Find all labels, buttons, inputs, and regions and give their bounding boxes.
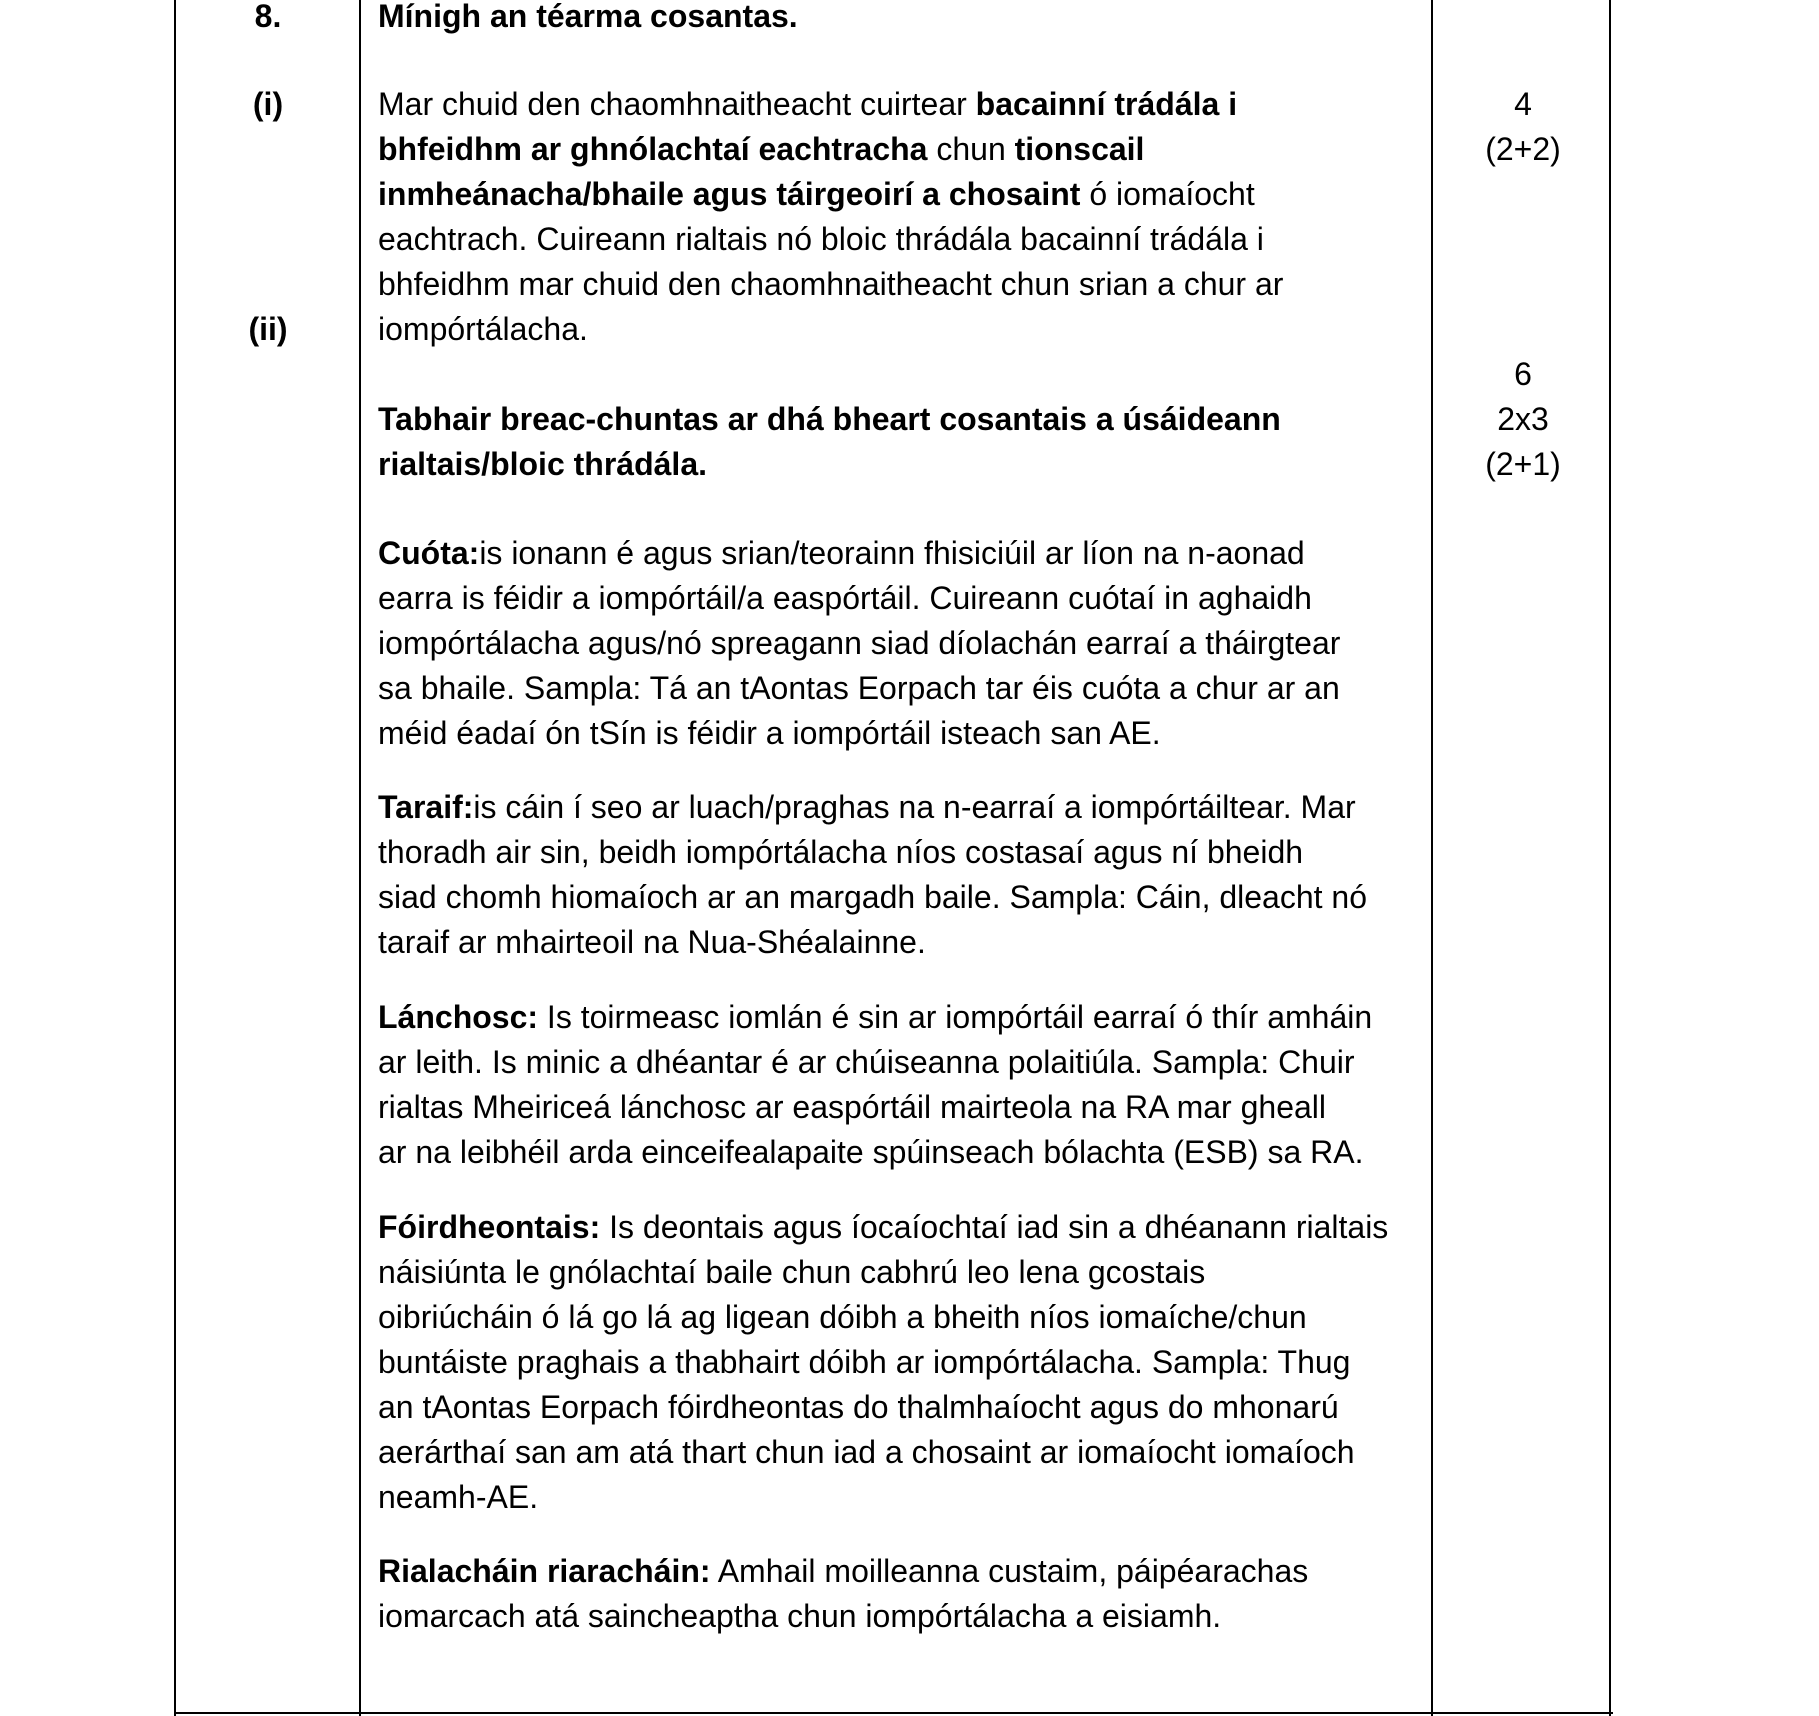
text-line (378, 262, 1418, 307)
text-line (378, 217, 1418, 262)
bold-run: inmheánacha/bhaile agus táirgeoirí a chosaint (378, 176, 1081, 212)
measure-subsidies (378, 1205, 1418, 1520)
text-run: earra is féidir a iompórtáil/a easpórtáil. Cuireann cuótaí in aghaidh (378, 580, 1312, 616)
text-line (378, 621, 1418, 666)
text-run: náisiúnta le gnólachtaí baile chun cabhrú leo lena gcostais (378, 1254, 1206, 1290)
question-number: 8. (254, 0, 282, 34)
part-i-marks-breakdown: (2+2) (1485, 131, 1561, 167)
part-i-label: (i) (252, 86, 284, 122)
text-line (378, 1430, 1418, 1475)
text-run: is ionann é agus srian/teorainn fhisiciúil ar líon na n-aonad (479, 535, 1305, 571)
part-ii-label: (ii) (248, 311, 288, 347)
text-run: neamh-AE. (378, 1479, 539, 1515)
text-line (378, 82, 1418, 127)
text-run: Mar chuid den chaomhnaitheacht cuirtear (378, 86, 976, 122)
text-run: Is deontais agus íocaíochtaí iad sin a dhéanann rialtais (600, 1209, 1389, 1245)
measure-embargo (378, 995, 1418, 1175)
part-ii-heading-line: rialtais/bloic thrádála. (378, 446, 707, 482)
text-run: oibriúcháin ó lá go lá ag ligean dóibh a bheith níos iomaíche/chun (378, 1299, 1307, 1335)
text-line (378, 1549, 1418, 1594)
measure-administrative-regulations (378, 1549, 1418, 1639)
part-ii-marks-multiplier: 2x3 (1497, 401, 1549, 437)
text-line (378, 127, 1418, 172)
text-line (378, 1295, 1418, 1340)
text-run: ó iomaíocht (1080, 176, 1255, 212)
bold-run: Rialacháin riaracháin: (378, 1553, 711, 1589)
bold-run: Taraif: (378, 789, 474, 825)
text-line (378, 875, 1418, 920)
text-line (378, 1340, 1418, 1385)
text-run: sa bhaile. Sampla: Tá an tAontas Eorpach tar éis cuóta a chur ar an (378, 670, 1340, 706)
text-line (378, 1385, 1418, 1430)
text-line (378, 785, 1418, 830)
text-run: chun (927, 131, 1015, 167)
text-run: iomarcach atá saincheaptha chun iompórtálacha a eisiamh. (378, 1598, 1222, 1634)
text-run: Amhail moilleanna custaim, páipéarachas (710, 1553, 1309, 1589)
part-ii-heading (378, 397, 1418, 487)
text-run: buntáiste praghais a thabhairt dóibh ar iompórtálacha. Sampla: Thug (378, 1344, 1351, 1380)
text-line (378, 307, 1418, 352)
bold-run: bhfeidhm ar ghnólachtaí eachtracha (378, 131, 928, 167)
text-run: an tAontas Eorpach fóirdheontas do thalmhaíocht agus do mhonarú (378, 1389, 1339, 1425)
text-run: Is toirmeasc iomlán é sin ar iompórtáil earraí ó thír amháin (538, 999, 1373, 1035)
text-line (378, 1250, 1418, 1295)
text-line (378, 531, 1418, 576)
text-line (378, 1594, 1418, 1639)
text-run: eachtrach. Cuireann rialtais nó bloic thrádála bacainní trádála i (378, 221, 1264, 257)
part-ii-marks-total: 6 (1514, 356, 1532, 392)
text-run: ar na leibhéil arda einceifealapaite spúinseach bólachta (ESB) sa RA. (378, 1134, 1364, 1170)
text-line (378, 1085, 1418, 1130)
text-run: ar leith. Is minic a dhéantar é ar chúiseanna polaitiúla. Sampla: Chuir (378, 1044, 1355, 1080)
text-run: rialtas Mheiriceá lánchosc ar easpórtáil mairteola na RA mar gheall (378, 1089, 1326, 1125)
text-run: is cáin í seo ar luach/praghas na n-earraí a iompórtáiltear. Mar (473, 789, 1356, 825)
table-border-number-col (359, 0, 361, 1716)
text-run: bhfeidhm mar chuid den chaomhnaitheacht chun srian a chur ar (378, 266, 1284, 302)
text-line (378, 1040, 1418, 1085)
text-line (378, 1205, 1418, 1250)
text-run: iompórtálacha. (378, 311, 588, 347)
text-run: thoradh air sin, beidh iompórtálacha níos costasaí agus ní bheidh (378, 834, 1304, 870)
text-line (378, 172, 1418, 217)
text-line (378, 711, 1418, 756)
text-line (378, 920, 1418, 965)
bold-run: Fóirdheontais: (378, 1209, 601, 1245)
text-line (378, 1475, 1418, 1520)
bold-run: bacainní trádála i (975, 86, 1238, 122)
text-run: taraif ar mhairteoil na Nua-Shéalainne. (378, 924, 926, 960)
part-ii-marks-breakdown: (2+1) (1485, 446, 1561, 482)
text-run: iompórtálacha agus/nó spreagann siad díolachán earraí a tháirgtear (378, 625, 1341, 661)
part-i-marks-total: 4 (1514, 86, 1532, 122)
measure-tariff (378, 785, 1418, 965)
text-run: siad chomh hiomaíoch ar an margadh baile. Sampla: Cáin, dleacht nó (378, 879, 1368, 915)
text-line (378, 666, 1418, 711)
text-line (378, 995, 1418, 1040)
text-run: méid éadaí ón tSín is féidir a iompórtáil isteach san AE. (378, 715, 1161, 751)
text-line (378, 576, 1418, 621)
part-ii-heading-line: Tabhair breac-chuntas ar dhá bheart cosantais a úsáideann (378, 401, 1281, 437)
measure-quota (378, 531, 1418, 756)
text-line (378, 830, 1418, 875)
bold-run: tionscail (1014, 131, 1145, 167)
table-border-marks-col (1431, 0, 1433, 1716)
text-run: aerárthaí san am atá thart chun iad a chosaint ar iomaíocht iomaíoch (378, 1434, 1355, 1470)
bold-run: Lánchosc: (378, 999, 539, 1035)
table-border-left (174, 0, 176, 1716)
question-heading: Mínigh an téarma cosantas. (378, 0, 798, 34)
table-border-right (1609, 0, 1611, 1716)
text-line (378, 1130, 1418, 1175)
part-i-answer (378, 82, 1418, 352)
bold-run: Cuóta: (378, 535, 480, 571)
